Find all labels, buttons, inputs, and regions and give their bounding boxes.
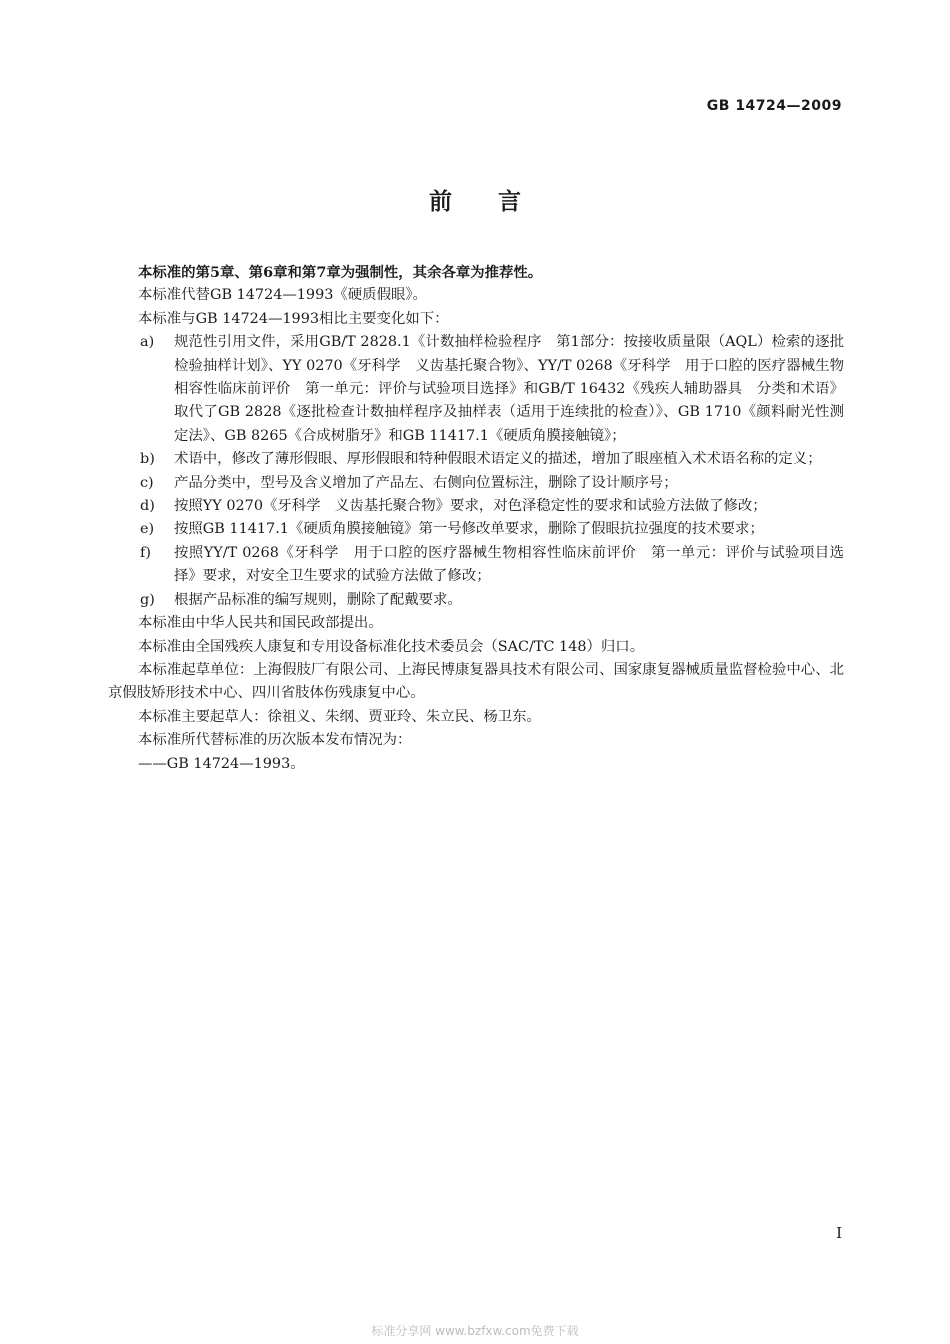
watermark-text: 标准分享网 www.bzfxw.com免费下载 <box>371 1324 579 1338</box>
list-marker: c) <box>140 474 154 491</box>
change-item-f <box>140 542 844 589</box>
list-marker: f) <box>140 544 151 561</box>
standard-code: GB 14724—2009 <box>706 98 842 114</box>
drafting-units-statement: 本标准起草单位：上海假肢厂有限公司、上海民博康复器具技术有限公司、国家康复器械质量监督检验中心、北京假肢矫形技术中心、四川省肢体伤残康复中心。 <box>108 661 844 702</box>
change-item-a <box>140 331 844 448</box>
change-item-e <box>140 518 844 541</box>
list-item-text: 按照GB 11417.1《硬质角膜接触镜》第一号修改单要求，删除了假眼抗拉强度的技术要求； <box>174 521 764 538</box>
list-marker: d) <box>140 498 155 515</box>
list-marker: b) <box>140 451 155 468</box>
replaces-statement: 本标准代替GB 14724—1993《硬质假眼》。 <box>138 287 427 304</box>
page-title: 前言 <box>429 189 567 215</box>
list-marker: g) <box>140 591 155 608</box>
list-item-text: 产品分类中，型号及含义增加了产品左、右侧向位置标注，删除了设计顺序号； <box>174 474 678 491</box>
list-item-text: 按照YY 0270《牙科学 义齿基托聚合物》要求，对色泽稳定性的要求和试验方法做了修改； <box>174 498 767 515</box>
mandatory-statement: 本标准的第5章、第6章和第7章为强制性，其余各章为推荐性。 <box>138 264 543 281</box>
committee-statement: 本标准由全国残疾人康复和专用设备标准化技术委员会（SAC/TC 148）归口。 <box>138 638 645 655</box>
page-number: I <box>836 1224 842 1242</box>
list-item-text: 规范性引用文件，采用GB/T 2828.1《计数抽样检验程序 第1部分：按接收质量限（AQL）检索的逐批检验抽样计划》、YY 0270《牙科学 义齿基托聚合物》、YY/T 0268《牙科学 用于口腔的医疗器械生物相容性临床前评价 第一单元：评价与试验项目选择》和GB/T 16432《残疾人辅助器具 分类和术语》取代了GB 2828《逐批检查计数抽样程序及抽样表（适用于连续批的检查）》、GB 1710《颜料耐光性测定法》、GB 8265《合成树脂牙》和GB 11417.1《硬质角膜接触镜》； <box>174 334 844 444</box>
history-intro: 本标准所代替标准的历次版本发布情况为： <box>138 732 412 749</box>
changes-intro: 本标准与GB 14724—1993相比主要变化如下： <box>138 310 449 327</box>
change-item-g <box>140 589 844 612</box>
list-marker: a) <box>140 334 155 351</box>
list-marker: e) <box>140 521 155 538</box>
change-item-c <box>140 472 844 495</box>
proposer-statement: 本标准由中华人民共和国民政部提出。 <box>138 615 383 632</box>
drafters-statement: 本标准主要起草人：徐祖义、朱纲、贾亚玲、朱立民、杨卫东。 <box>138 708 541 725</box>
change-item-b <box>140 448 844 471</box>
change-item-d <box>140 495 844 518</box>
list-item-text: 按照YY/T 0268《牙科学 用于口腔的医疗器械生物相容性临床前评价 第一单元：评价与试验项目选择》要求，对安全卫生要求的试验方法做了修改； <box>174 544 844 585</box>
list-item-text: 术语中，修改了薄形假眼、厚形假眼和特种假眼术语定义的描述，增加了眼座植入术术语名称的定义； <box>174 451 822 468</box>
history-item: ——GB 14724—1993。 <box>138 755 305 772</box>
list-item-text: 根据产品标准的编写规则，删除了配戴要求。 <box>174 591 462 608</box>
document-body <box>108 261 844 776</box>
